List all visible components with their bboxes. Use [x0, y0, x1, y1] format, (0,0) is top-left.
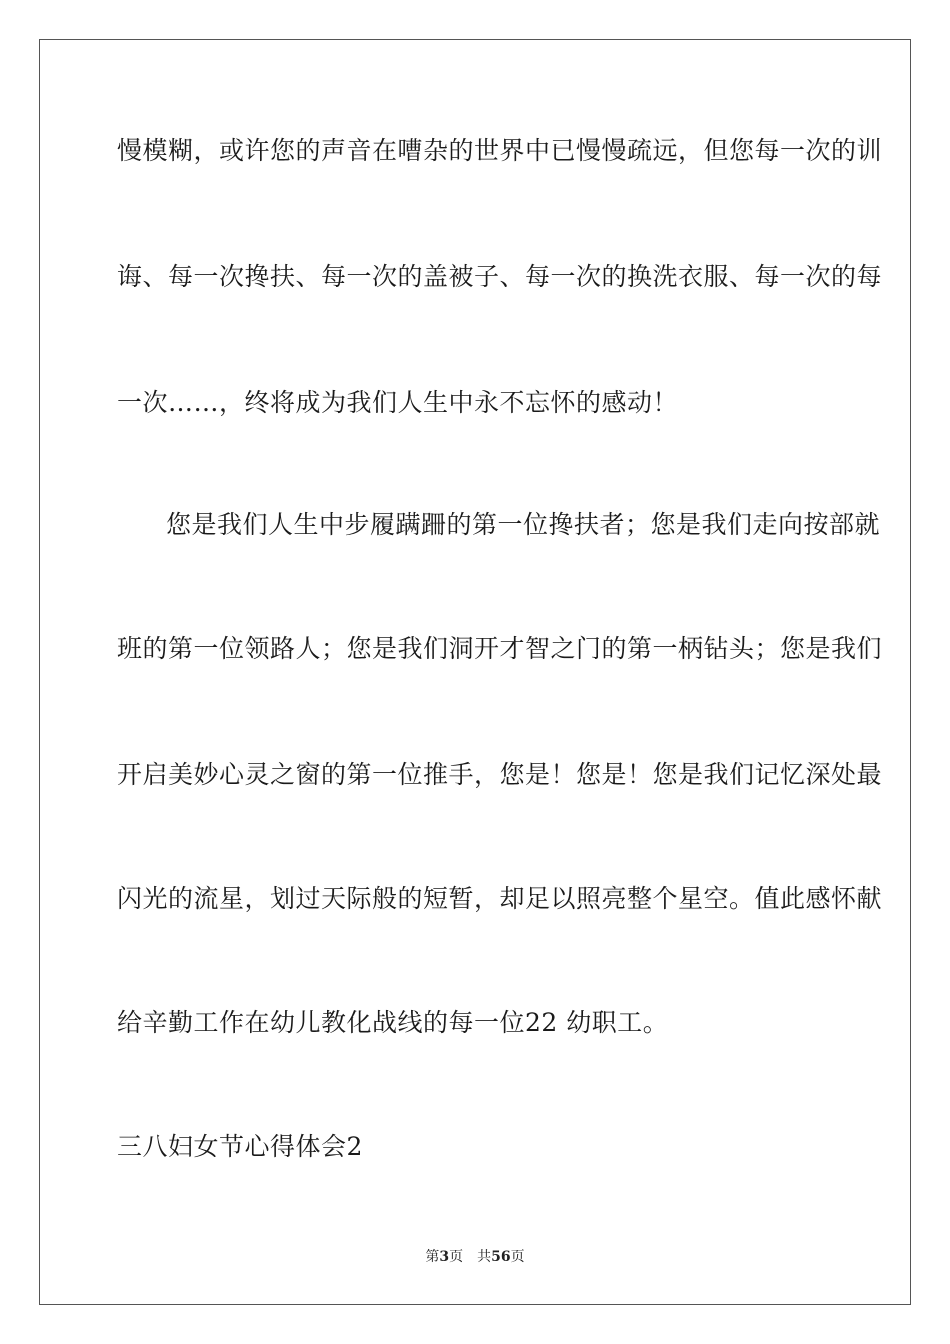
- page-number: 3: [439, 1249, 450, 1265]
- body-text-line-1: 慢模糊，或许您的声音在嘈杂的世界中已慢慢疏远，但您每一次的训: [117, 136, 883, 165]
- body-text-line-5: 班的第一位领路人；您是我们洞开才智之门的第一柄钻头；您是我们: [117, 634, 883, 663]
- total-prefix: 共: [477, 1249, 492, 1265]
- body-text-line-6: 开启美妙心灵之窗的第一位推手，您是！您是！您是我们记忆深处最: [117, 760, 883, 789]
- body-text-line-2: 诲、每一次搀扶、每一次的盖被子、每一次的换洗衣服、每一次的每: [117, 262, 883, 291]
- page-prefix: 第: [425, 1249, 440, 1265]
- page-suffix: 页: [449, 1249, 464, 1265]
- body-text-line-7: 闪光的流星，划过天际般的短暂，却足以照亮整个星空。值此感怀献: [117, 884, 883, 913]
- body-text-line-3: 一次……，终将成为我们人生中永不忘怀的感动！: [117, 388, 679, 417]
- total-suffix: 页: [510, 1249, 525, 1265]
- body-text-line-8: 给辛勤工作在幼儿教化战线的每一位22 幼职工。: [117, 1008, 669, 1037]
- paragraph-first-line: 您是我们人生中步履蹒跚的第一位搀扶者；您是我们走向按部就: [166, 510, 881, 539]
- total-pages: 56: [491, 1249, 511, 1265]
- page-border: [39, 39, 911, 1305]
- page-footer: [0, 1248, 950, 1266]
- section-heading: 三八妇女节心得体会2: [117, 1132, 363, 1161]
